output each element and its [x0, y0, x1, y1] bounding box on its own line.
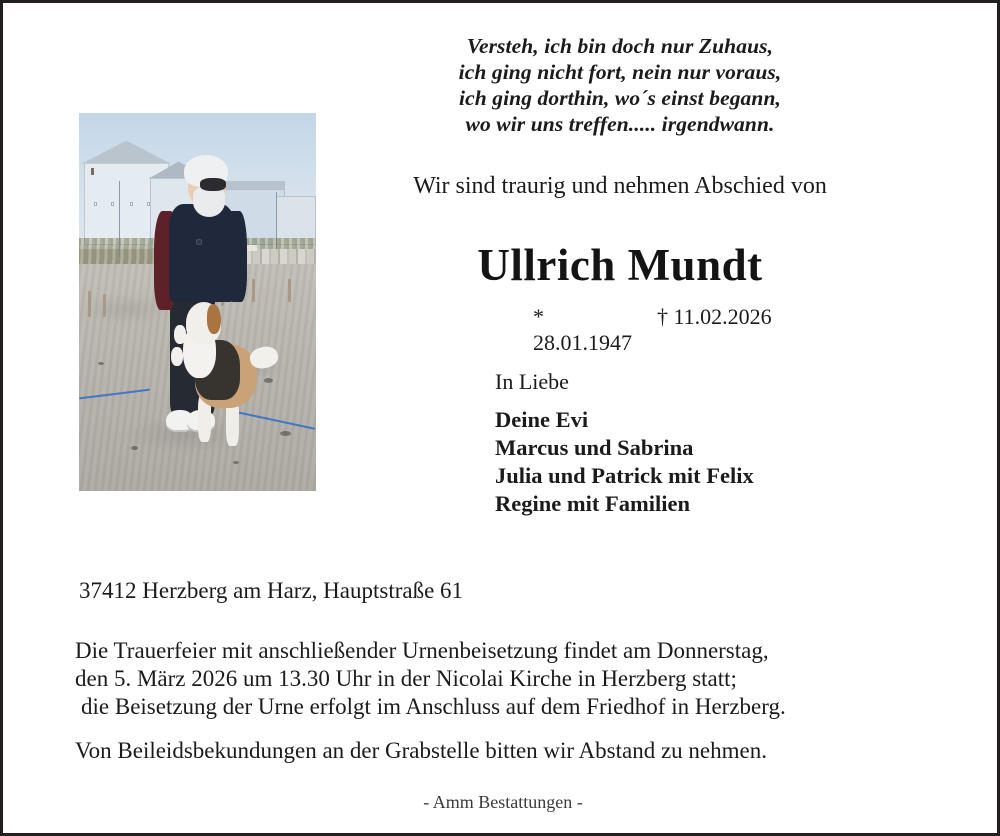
poem-line: Versteh, ich bin doch nur Zuhaus,: [466, 34, 774, 58]
poem-line: ich ging dorthin, wo´s einst begann,: [459, 86, 781, 110]
photo-scene: [79, 113, 316, 491]
service-line: Die Trauerfeier mit anschließender Urnenbeisetzung findet am Donnerstag,: [75, 638, 769, 663]
portrait-photo: [79, 113, 316, 491]
service-details: [75, 637, 786, 721]
family-member: Deine Evi: [495, 407, 589, 432]
poem-line: wo wir uns treffen..... irgendwann.: [465, 112, 775, 136]
family-member: Julia und Patrick mit Felix: [495, 463, 754, 488]
death-date: † 11.02.2026: [657, 304, 772, 329]
man-beard: [193, 187, 225, 217]
in-love-label: In Liebe: [495, 369, 569, 394]
farewell-text: Wir sind traurig und nehmen Abschied von: [413, 173, 827, 199]
poem-line: ich ging nicht fort, nein nur voraus,: [458, 60, 782, 84]
memorial-poem: [333, 33, 907, 137]
man-vest: [169, 204, 235, 302]
condolence-request: Von Beileidsbekundungen an der Grabstelle bitten wir Abstand zu nehmen.: [75, 738, 767, 763]
service-line: die Beisetzung der Urne erfolgt im Anschluss auf dem Friedhof in Herzberg.: [81, 694, 786, 719]
birth-date: * 28.01.1947: [533, 304, 632, 355]
family-member: Marcus und Sabrina: [495, 435, 694, 460]
funeral-home-credit: - Amm Bestattungen -: [423, 792, 583, 812]
address-line: 37412 Herzberg am Harz, Hauptstraße 61: [79, 578, 464, 603]
chimney: [91, 168, 95, 175]
sunglasses: [200, 178, 226, 191]
life-dates: [333, 304, 907, 356]
deceased-name: Ullrich Mundt: [477, 240, 763, 290]
service-line: den 5. März 2026 um 13.30 Uhr in der Nicolai Kirche in Herzberg statt;: [75, 666, 737, 691]
family-block: [495, 369, 754, 518]
family-member: Regine mit Familien: [495, 491, 690, 516]
